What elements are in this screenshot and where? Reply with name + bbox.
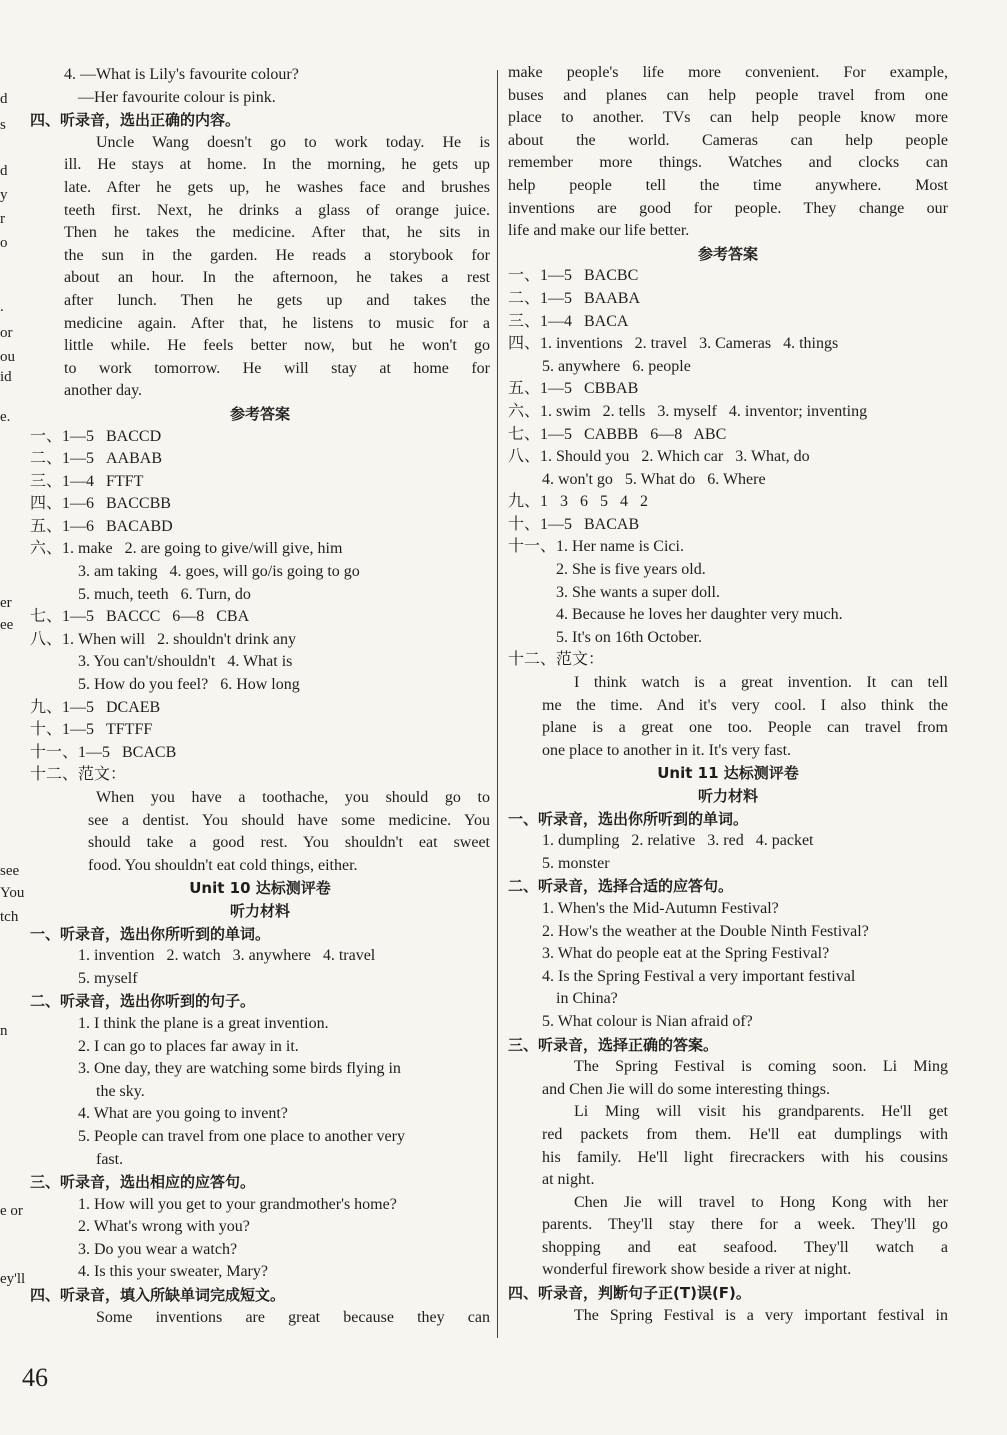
right-line: 4. Is the Spring Festival a very important festival: [542, 967, 856, 985]
left-line: 十、1—5 TFTFF: [30, 721, 153, 739]
right-line: 二、听录音，选择合适的应答句。: [508, 877, 734, 896]
right-line: 九、1 3 6 5 4 2: [508, 493, 649, 511]
right-line: I think watch is a great invention. It can tell: [574, 674, 948, 692]
right-line: 二、1—5 BAABA: [508, 289, 641, 307]
edge-fragment: tch: [0, 909, 19, 925]
right-line: 一、1—5 BACBC: [508, 267, 639, 285]
right-line: remember more things. Watches and clocks can: [508, 154, 948, 172]
right-line: 十一、1. Her name is Cici.: [508, 538, 684, 556]
left-line: 1. I think the plane is a great invention.: [78, 1014, 329, 1032]
left-line: fast.: [96, 1150, 124, 1168]
left-line: about an hour. In the afternoon, he takes a rest: [64, 269, 490, 287]
right-line: red packets from them. He'll eat dumplings with: [542, 1125, 948, 1143]
right-line: 五、1—5 CBBAB: [508, 380, 639, 398]
right-line: inventions are good for people. They change our: [508, 199, 948, 217]
left-line: 七、1—5 BACCC 6—8 CBA: [30, 608, 250, 626]
edge-fragment: You: [0, 885, 25, 901]
right-line: Unit 11 达标测评卷: [657, 764, 799, 783]
right-line: 2. How's the weather at the Double Ninth Festival?: [542, 922, 869, 940]
right-line: 七、1—5 CABBB 6—8 ABC: [508, 425, 727, 443]
right-line: 十二、范文：: [508, 651, 605, 669]
edge-fragment: n: [0, 1023, 8, 1039]
right-line: 5. It's on 16th October.: [556, 628, 702, 646]
right-line: 四、听录音，判断句子正(T)误(F)。: [508, 1284, 751, 1303]
edge-fragment: d: [0, 91, 8, 107]
right-line: Chen Jie will travel to Hong Kong with her: [574, 1193, 948, 1211]
edge-fragment: y: [0, 187, 8, 203]
left-line: late. After he gets up, he washes face and brushes: [64, 178, 490, 196]
left-line: medicine again. After that, he listens to music for a: [64, 314, 490, 332]
edge-fragment: r: [0, 211, 5, 227]
left-line: 4. Is this your sweater, Mary?: [78, 1263, 268, 1281]
left-line: 4. What are you going to invent?: [78, 1105, 288, 1123]
left-line: 三、听录音，选出相应的应答句。: [30, 1173, 256, 1192]
left-line: 5. People can travel from one place to another very: [78, 1127, 405, 1145]
left-line: ill. He stays at home. In the morning, he gets up: [64, 156, 490, 174]
left-line: teeth first. Next, he drinks a glass of orange juice.: [64, 201, 490, 219]
right-line: The Spring Festival is coming soon. Li Ming: [574, 1058, 948, 1076]
left-line: 3. One day, they are watching some birds flying in: [78, 1060, 401, 1078]
left-line: 十二、范文：: [30, 766, 127, 784]
left-line: 五、1—6 BACABD: [30, 517, 173, 535]
left-line: 1. How will you get to your grandmother's home?: [78, 1195, 397, 1213]
left-line: 3. am taking 4. goes, will go/is going to go: [78, 563, 360, 581]
right-line: 八、1. Should you 2. Which car 3. What, do: [508, 448, 810, 466]
right-line: place to another. TVs can help people know more: [508, 109, 948, 127]
left-line: When you have a toothache, you should go to: [96, 789, 490, 806]
left-line: 九、1—5 DCAEB: [30, 698, 161, 716]
left-line: 四、1—6 BACCBB: [30, 495, 171, 513]
right-line: at night.: [542, 1171, 595, 1189]
left-line: 3. Do you wear a watch?: [78, 1240, 238, 1258]
right-line: 三、听录音，选择正确的答案。: [508, 1035, 719, 1054]
right-line: 参考答案: [697, 244, 758, 263]
right-line: Li Ming will visit his grandparents. He'll get: [574, 1103, 948, 1121]
right-line: 听力材料: [697, 787, 758, 805]
left-line: 2. I can go to places far away in it.: [78, 1037, 299, 1055]
right-line: 3. She wants a super doll.: [556, 583, 720, 601]
left-line: the sky.: [96, 1082, 145, 1100]
edge-fragment: o: [0, 235, 8, 251]
right-line: 5. monster: [542, 854, 610, 872]
edge-fragment: d: [0, 163, 8, 179]
edge-fragment: er: [0, 595, 12, 611]
right-line: 1. When's the Mid-Autumn Festival?: [542, 899, 779, 917]
right-line: 4. won't go 5. What do 6. Where: [542, 470, 766, 488]
left-column: [30, 64, 490, 1329]
edge-fragment: s: [0, 117, 6, 133]
left-line: 八、1. When will 2. shouldn't drink any: [30, 630, 296, 648]
right-line: and Chen Jie will do some interesting things.: [542, 1080, 830, 1098]
edge-fragment: see: [0, 863, 20, 879]
right-column: [508, 62, 948, 1327]
left-line: 听力材料: [229, 901, 290, 920]
left-line: 5. much, teeth 6. Turn, do: [78, 585, 251, 603]
edge-fragment: ey'll: [0, 1271, 26, 1287]
left-line: the sun in the garden. He reads a storybook for: [64, 246, 490, 264]
right-line: buses and planes can help people travel from one: [508, 86, 948, 104]
left-line: 5. How do you feel? 6. How long: [78, 676, 300, 694]
left-line: 5. myself: [78, 969, 138, 987]
right-line: 1. dumpling 2. relative 3. red 4. packet: [542, 832, 814, 850]
left-line: 2. What's wrong with you?: [78, 1218, 250, 1236]
edge-fragment: .: [0, 299, 4, 315]
left-line: 二、听录音，选出你听到的句子。: [30, 992, 256, 1011]
right-line: 六、1. swim 2. tells 3. myself 4. inventor; inventing: [508, 402, 868, 420]
edge-fragment: or: [0, 325, 13, 341]
left-line: 一、听录音，选出你所听到的单词。: [30, 924, 271, 943]
left-line: 四、听录音，填入所缺单词完成短文。: [30, 1286, 286, 1305]
right-line: shopping and eat seafood. They'll watch a: [542, 1238, 948, 1256]
left-line: Uncle Wang doesn't go to work today. He is: [96, 133, 490, 151]
left-line: another day.: [64, 382, 143, 400]
right-line: 一、听录音，选出你所听到的单词。: [508, 809, 749, 828]
right-line: one place to another in it. It's very fast.: [542, 741, 792, 759]
right-line: life and make our life better.: [508, 222, 690, 240]
right-line: make people's life more convenient. For example,: [508, 64, 948, 81]
right-line: wonderful firework show beside a river at night.: [542, 1261, 852, 1279]
right-line: 4. Because he loves her daughter very much.: [556, 606, 843, 624]
right-line: his family. He'll light firecrackers with his cousins: [542, 1148, 948, 1166]
right-line: 3. What do people eat at the Spring Festival?: [542, 945, 830, 963]
left-line: Then he takes the medicine. After that, he sits in: [64, 224, 490, 242]
left-line: 十一、1—5 BCACB: [30, 743, 177, 761]
right-line: 2. She is five years old.: [556, 561, 706, 579]
left-line: 参考答案: [229, 404, 290, 423]
left-line: 1. invention 2. watch 3. anywhere 4. travel: [78, 947, 376, 965]
right-line: in China?: [556, 990, 618, 1008]
left-line: 三、1—4 FTFT: [30, 472, 144, 490]
right-line: 三、1—4 BACA: [508, 312, 629, 330]
left-line: 3. You can't/shouldn't 4. What is: [78, 653, 293, 671]
left-line: after lunch. Then he gets up and takes the: [64, 291, 490, 309]
right-line: plane is a great one too. People can travel from: [542, 719, 948, 737]
left-line: 二、1—5 AABAB: [30, 450, 163, 468]
left-line: should take a good rest. You shouldn't eat sweet: [88, 834, 490, 852]
edge-fragment: ee: [0, 617, 14, 633]
right-line: help people tell the time anywhere. Most: [508, 176, 948, 194]
right-line: 5. What colour is Nian afraid of?: [542, 1012, 753, 1030]
right-line: 5. anywhere 6. people: [542, 357, 691, 375]
right-line: The Spring Festival is a very important festival in: [574, 1306, 948, 1324]
right-line: me the time. And it's very cool. I also think the: [542, 696, 948, 714]
right-line: parents. They'll stay there for a week. They'll go: [542, 1216, 948, 1234]
right-line: 十、1—5 BACAB: [508, 515, 640, 533]
left-line: 一、1—5 BACCD: [30, 427, 162, 445]
right-line: 四、1. inventions 2. travel 3. Cameras 4. things: [508, 335, 839, 353]
left-line: to work tomorrow. He will stay at home for: [64, 359, 490, 377]
page-number: 46: [22, 1363, 48, 1392]
left-line: 4. —What is Lily's favourite colour?: [64, 66, 299, 83]
column-divider: [497, 70, 498, 1338]
right-line: about the world. Cameras can help people: [508, 131, 948, 149]
edge-fragment: e or: [0, 1203, 23, 1219]
left-line: food. You shouldn't eat cold things, either.: [88, 856, 358, 874]
left-line: see a dentist. You should have some medicine. You: [88, 811, 490, 829]
left-line: —Her favourite colour is pink.: [78, 88, 276, 106]
edge-fragment: ou: [0, 349, 15, 365]
edge-fragment: id: [0, 369, 12, 385]
edge-fragment: e.: [0, 409, 11, 425]
left-line: Some inventions are great because they can: [96, 1308, 490, 1326]
left-line: 四、听录音，选出正确的内容。: [30, 111, 241, 130]
left-line: 六、1. make 2. are going to give/will give, him: [30, 540, 343, 558]
left-line: Unit 10 达标测评卷: [189, 879, 331, 898]
left-line: little while. He feels better now, but he won't go: [64, 337, 490, 355]
